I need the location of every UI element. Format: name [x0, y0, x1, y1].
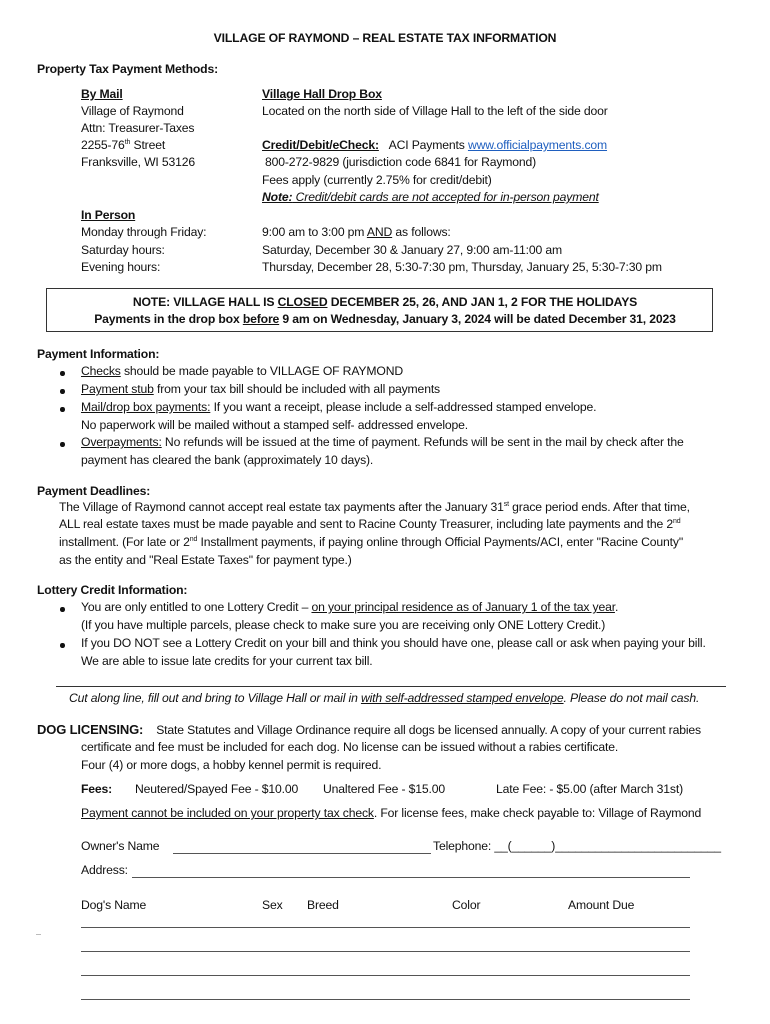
saturday-hours: Saturday, December 30 & January 27, 9:00 am-11:00 am	[262, 243, 562, 257]
drop-box-deadline-notice: Payments in the drop box before 9 am on Wednesday, January 3, 2024 will be dated December 31, 2023	[94, 312, 676, 326]
bullet-icon	[60, 371, 65, 376]
dog-entry-line[interactable]	[81, 927, 690, 928]
saturday-label: Saturday hours:	[81, 243, 165, 257]
dog-payment-note: Payment cannot be included on your property tax check. For license fees, make check payable to: Village of Raymond	[81, 806, 702, 820]
dog-entry-line[interactable]	[81, 951, 690, 952]
col-amount-due: Amount Due	[568, 898, 635, 912]
deadlines-heading: Payment Deadlines:	[37, 484, 151, 498]
owner-name-label: Owner's Name	[81, 839, 160, 853]
credit-phone: 800-272-9829 (jurisdiction code 6841 for Raymond)	[265, 155, 537, 169]
fee-unaltered: Unaltered Fee - $15.00	[323, 782, 446, 796]
mail-address-line-3: 2255-76th Street	[81, 138, 166, 152]
payment-info-stub: Payment stub from your tax bill should be included with all payments	[81, 382, 440, 396]
lottery-point-2-cont: We are able to issue late credits for your current tax bill.	[81, 654, 373, 668]
drop-box-heading: Village Hall Drop Box	[262, 87, 382, 101]
dog-entry-line[interactable]	[81, 975, 690, 976]
payment-info-checks: Checks should be made payable to VILLAGE OF RAYMOND	[81, 364, 404, 378]
deadlines-line-1: The Village of Raymond cannot accept real estate tax payments after the January 31st grace period ends. After that time,	[59, 500, 690, 514]
col-sex: Sex	[262, 898, 283, 912]
margin-mark	[36, 934, 41, 935]
address-field[interactable]	[132, 877, 690, 878]
bullet-icon	[60, 607, 65, 612]
by-mail-heading: By Mail	[81, 87, 123, 101]
payment-info-mail: Mail/drop box payments: If you want a receipt, please include a self-addressed stamped envelope.	[81, 400, 597, 414]
dog-licensing-intro: DOG LICENSING: State Statutes and Village Ordinance require all dogs be licensed annually. A copy of your current rabies	[37, 722, 701, 737]
credit-note: Note: Credit/debit cards are not accepted for in-person payment	[262, 190, 599, 204]
lottery-point-2: If you DO NOT see a Lottery Credit on your bill and think you should have one, please call or ask when paying your bill.	[81, 636, 706, 650]
cut-line	[56, 686, 726, 687]
mail-address-line-2: Attn: Treasurer-Taxes	[81, 121, 195, 135]
deadlines-line-2: ALL real estate taxes must be made payable and sent to Racine County Treasurer, including late payments and the 2nd	[59, 517, 681, 531]
fee-neutered: Neutered/Spayed Fee - $10.00	[135, 782, 299, 796]
lottery-point-1: You are only entitled to one Lottery Credit – on your principal residence as of January 1 of the tax year.	[81, 600, 619, 614]
evening-label: Evening hours:	[81, 260, 161, 274]
fee-late: Late Fee: - $5.00 (after March 31st)	[496, 782, 683, 796]
telephone-field[interactable]: Telephone: __(______)_________________________	[433, 839, 721, 853]
cut-instructions: Cut along line, fill out and bring to Village Hall or mail in with self-addressed stamped envelope. Please do not mail cash.	[69, 691, 700, 705]
evening-hours: Thursday, December 28, 5:30-7:30 pm, Thursday, January 25, 5:30-7:30 pm	[262, 260, 662, 274]
drop-box-location: Located on the north side of Village Hall to the left of the side door	[262, 104, 608, 118]
bullet-icon	[60, 442, 65, 447]
dog-licensing-line-2: certificate and fee must be included for each dog. No license can be issued without a rabies certificate.	[81, 740, 619, 754]
weekday-hours: 9:00 am to 3:00 pm AND as follows:	[262, 225, 451, 239]
in-person-heading: In Person	[81, 208, 136, 222]
mail-address-line-1: Village of Raymond	[81, 104, 184, 118]
col-dog-name: Dog's Name	[81, 898, 147, 912]
holiday-closure-notice: NOTE: VILLAGE HALL IS CLOSED DECEMBER 25, 26, AND JAN 1, 2 FOR THE HOLIDAYS	[132, 295, 638, 309]
deadlines-line-3: installment. (For late or 2nd Installment payments, if paying online through Official Payments/ACI, enter "Racine County"	[59, 535, 684, 549]
dog-licensing-heading: DOG LICENSING:	[37, 722, 144, 737]
col-breed: Breed	[307, 898, 339, 912]
payment-info-overpayments: Overpayments: No refunds will be issued at the time of payment. Refunds will be sent in the mail by check after the	[81, 435, 684, 449]
credit-debit-line: Credit/Debit/eCheck: ACI Payments www.officialpayments.com	[262, 138, 608, 152]
fees-label: Fees:	[81, 782, 113, 796]
lottery-heading: Lottery Credit Information:	[37, 583, 188, 597]
address-label: Address:	[81, 863, 128, 877]
bullet-icon	[60, 389, 65, 394]
deadlines-line-4: as the entity and "Real Estate Taxes" for payment type.)	[59, 553, 352, 567]
payment-methods-heading: Property Tax Payment Methods:	[37, 62, 218, 76]
owner-name-field[interactable]	[173, 853, 431, 854]
col-color: Color	[452, 898, 481, 912]
payment-info-overpayments-cont: payment has cleared the bank (approximately 10 days).	[81, 453, 374, 467]
payment-info-mail-cont: No paperwork will be mailed without a stamped self- addressed envelope.	[81, 418, 469, 432]
weekday-label: Monday through Friday:	[81, 225, 207, 239]
dog-licensing-line-3: Four (4) or more dogs, a hobby kennel permit is required.	[81, 758, 382, 772]
bullet-icon	[60, 643, 65, 648]
bullet-icon	[60, 407, 65, 412]
credit-fees: Fees apply (currently 2.75% for credit/debit)	[262, 173, 492, 187]
lottery-point-1-cont: (If you have multiple parcels, please check to make sure you are receiving only ONE Lottery Credit.)	[81, 618, 606, 632]
official-payments-link[interactable]: www.officialpayments.com	[467, 138, 608, 152]
dog-entry-line[interactable]	[81, 999, 690, 1000]
mail-address-line-4: Franksville, WI 53126	[81, 155, 196, 169]
credit-debit-heading: Credit/Debit/eCheck:	[262, 138, 379, 152]
page-title: VILLAGE OF RAYMOND – REAL ESTATE TAX INFORMATION	[213, 31, 557, 45]
payment-info-heading: Payment Information:	[37, 347, 160, 361]
